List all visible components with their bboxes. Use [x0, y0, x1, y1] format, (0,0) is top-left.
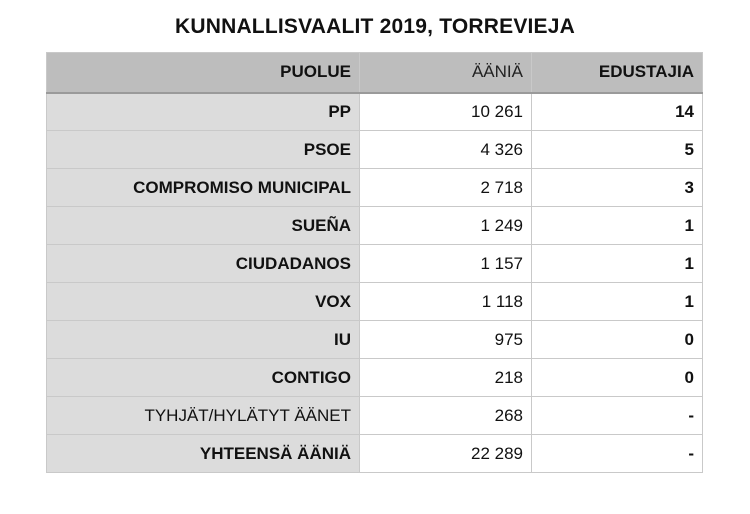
table-row	[47, 245, 703, 283]
party-name-cell: YHTEENSÄ ÄÄNIÄ	[47, 435, 360, 473]
table-row	[47, 321, 703, 359]
table-row	[47, 131, 703, 169]
party-name-cell: VOX	[47, 283, 360, 321]
seats-cell: 5	[532, 131, 703, 169]
column-header-votes: ÄÄNIÄ	[360, 53, 532, 93]
votes-cell: 268	[360, 397, 532, 435]
column-header-seats: EDUSTAJIA	[532, 53, 703, 93]
party-name-cell: COMPROMISO MUNICIPAL	[47, 169, 360, 207]
seats-cell: 1	[532, 283, 703, 321]
votes-cell: 1 118	[360, 283, 532, 321]
table-row	[47, 435, 703, 473]
party-name-cell: CIUDADANOS	[47, 245, 360, 283]
seats-cell: 1	[532, 207, 703, 245]
party-name-cell: IU	[47, 321, 360, 359]
table-row	[47, 283, 703, 321]
votes-cell: 10 261	[360, 93, 532, 131]
table-row	[47, 359, 703, 397]
table-row	[47, 397, 703, 435]
party-name-cell: PSOE	[47, 131, 360, 169]
results-table	[46, 52, 703, 473]
column-header-party: PUOLUE	[47, 53, 360, 93]
seats-cell: 3	[532, 169, 703, 207]
seats-cell: 0	[532, 359, 703, 397]
votes-cell: 2 718	[360, 169, 532, 207]
party-name-cell: TYHJÄT/HYLÄTYT ÄÄNET	[47, 397, 360, 435]
seats-cell: 1	[532, 245, 703, 283]
table-header-row	[47, 53, 703, 93]
votes-cell: 975	[360, 321, 532, 359]
table-row	[47, 207, 703, 245]
table-row	[47, 93, 703, 131]
votes-cell: 1 249	[360, 207, 532, 245]
votes-cell: 1 157	[360, 245, 532, 283]
seats-cell: -	[532, 435, 703, 473]
table-row	[47, 169, 703, 207]
party-name-cell: PP	[47, 93, 360, 131]
party-name-cell: SUEÑA	[47, 207, 360, 245]
votes-cell: 218	[360, 359, 532, 397]
seats-cell: -	[532, 397, 703, 435]
votes-cell: 22 289	[360, 435, 532, 473]
page-title: KUNNALLISVAALIT 2019, TORREVIEJA	[174, 15, 576, 38]
seats-cell: 0	[532, 321, 703, 359]
party-name-cell: CONTIGO	[47, 359, 360, 397]
votes-cell: 4 326	[360, 131, 532, 169]
seats-cell: 14	[532, 93, 703, 131]
